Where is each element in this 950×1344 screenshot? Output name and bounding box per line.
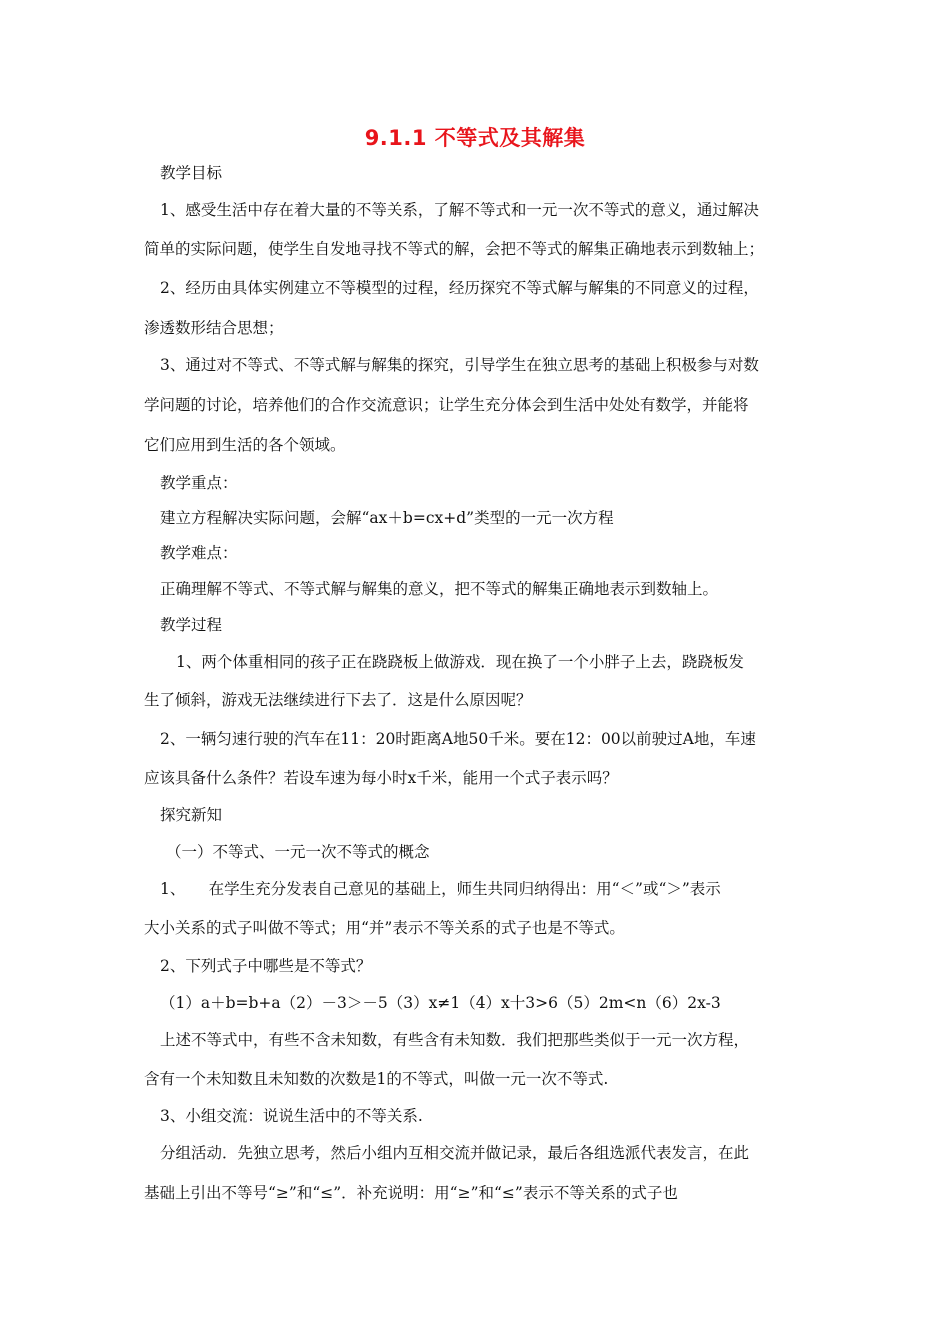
- paragraph-line: 3、小组交流：说说生活中的不等关系.: [160, 1107, 423, 1125]
- section-heading-difficulties: 教学难点：: [160, 544, 238, 562]
- paragraph-line: 2、下列式子中哪些是不等式？: [160, 957, 372, 975]
- paragraph-line: 2、一辆匀速行驶的汽车在11：20时距离A地50千米。要在12：00以前驶过A地，车速: [160, 730, 756, 748]
- paragraph-line: 1、 在学生充分发表自己意见的基础上，师生共同归纳得出：用“＜”或“＞”表示: [160, 880, 721, 898]
- paragraph-line: 3、通过对不等式、不等式解与解集的探究，引导学生在独立思考的基础上积极参与对数: [160, 356, 759, 374]
- paragraph-line: 正确理解不等式、不等式解与解集的意义，把不等式的解集正确地表示到数轴上。: [160, 580, 719, 598]
- paragraph-line: 含有一个未知数且未知数的次数是1的不等式，叫做一元一次不等式.: [144, 1070, 609, 1088]
- paragraph-line: 分组活动．先独立思考，然后小组内互相交流并做记录，最后各组选派代表发言，在此: [160, 1144, 750, 1162]
- paragraph-line: 2、经历由具体实例建立不等模型的过程，经历探究不等式解与解集的不同意义的过程，: [160, 279, 759, 297]
- subsection-heading: （一）不等式、一元一次不等式的概念: [166, 843, 430, 861]
- paragraph-line: 建立方程解决实际问题，会解“ax＋b=cx+d”类型的一元一次方程: [160, 509, 614, 527]
- section-heading-objectives: 教学目标: [160, 164, 223, 182]
- formula-list: （1）a＋b=b+a（2）－3＞－5（3）x≠1（4）x十3>6（5）2m<n（6）2x-3: [160, 994, 721, 1012]
- paragraph-line: 大小关系的式子叫做不等式；用“并”表示不等关系的式子也是不等式。: [144, 919, 625, 937]
- paragraph-line: 它们应用到生活的各个领域。: [144, 436, 346, 454]
- paragraph-line: 渗透数形结合思想；: [144, 319, 284, 337]
- section-heading-explore: 探究新知: [160, 806, 223, 824]
- paragraph-line: 基础上引出不等号“≥”和“≤”．补充说明：用“≥”和“≤”表示不等关系的式子也: [144, 1184, 678, 1202]
- section-heading-key-points: 教学重点：: [160, 474, 238, 492]
- paragraph-line: 简单的实际问题，使学生自发地寻找不等式的解，会把不等式的解集正确地表示到数轴上；: [144, 240, 765, 258]
- paragraph-line: 上述不等式中，有些不含未知数，有些含有未知数．我们把那些类似于一元一次方程，: [160, 1031, 750, 1049]
- paragraph-line: 生了倾斜，游戏无法继续进行下去了．这是什么原因呢？: [144, 691, 532, 709]
- paragraph-line: 1、感受生活中存在着大量的不等关系，了解不等式和一元一次不等式的意义，通过解决: [160, 201, 759, 219]
- paragraph-line: 1、两个体重相同的孩子正在跷跷板上做游戏．现在换了一个小胖子上去，跷跷板发: [176, 653, 744, 671]
- paragraph-line: 应该具备什么条件？若设车速为每小时x千米，能用一个式子表示吗？: [144, 769, 618, 787]
- section-heading-process: 教学过程: [160, 616, 223, 634]
- paragraph-line: 学问题的讨论，培养他们的合作交流意识；让学生充分体会到生活中处处有数学，并能将: [144, 396, 749, 414]
- document-title: 9.1.1 不等式及其解集: [364, 126, 586, 150]
